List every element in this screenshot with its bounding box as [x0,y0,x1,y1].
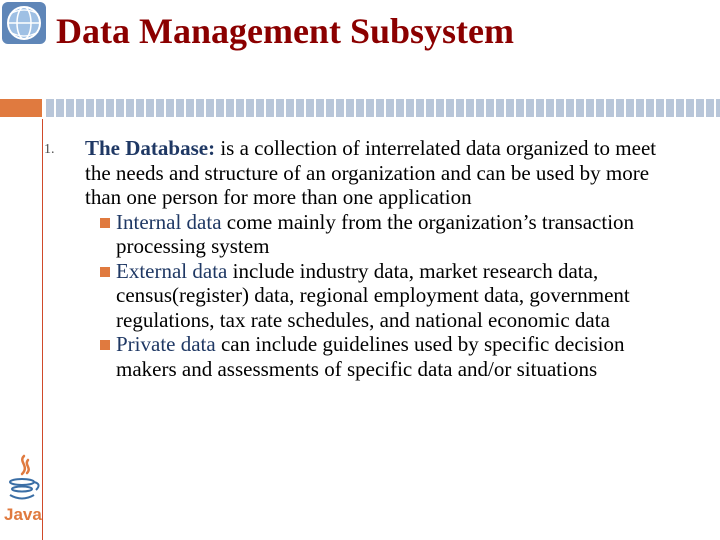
header-strip-bar [46,99,720,117]
header-accent-bar [0,99,42,117]
list-number: 1. [44,142,55,157]
sub-item-text: can include guidelines used by specific decision makers and assessments of specific data and/or situations [116,332,625,381]
sub-item-private [116,332,686,381]
term-internal-data: Internal data [116,209,222,234]
sub-item-internal [116,210,686,259]
java-logo-icon [0,452,48,526]
slide-title: Data Management Subsystem [56,11,514,51]
term-private-data: Private data [116,332,216,356]
globe-logo-icon [0,0,48,46]
java-logo-text: Java [4,505,42,524]
square-bullet-icon [100,218,110,228]
square-bullet-icon [100,267,110,277]
sub-item-text: include industry data, market research data, census(register) data, regional employment data, government regulations, tax rate schedules, and national economic data [116,258,630,332]
term-external-data: External data [116,258,228,283]
sub-item-external [116,259,686,333]
square-bullet-icon [100,340,110,350]
item-text: is a collection of interrelated data organized to meet the needs and structure of an organization and can be used by more than one person for more than one application [85,136,657,209]
sub-item-text: come mainly from the organization’s transaction processing system [116,209,635,258]
term-database: The Database: [85,136,216,160]
list-item-database [85,136,685,381]
